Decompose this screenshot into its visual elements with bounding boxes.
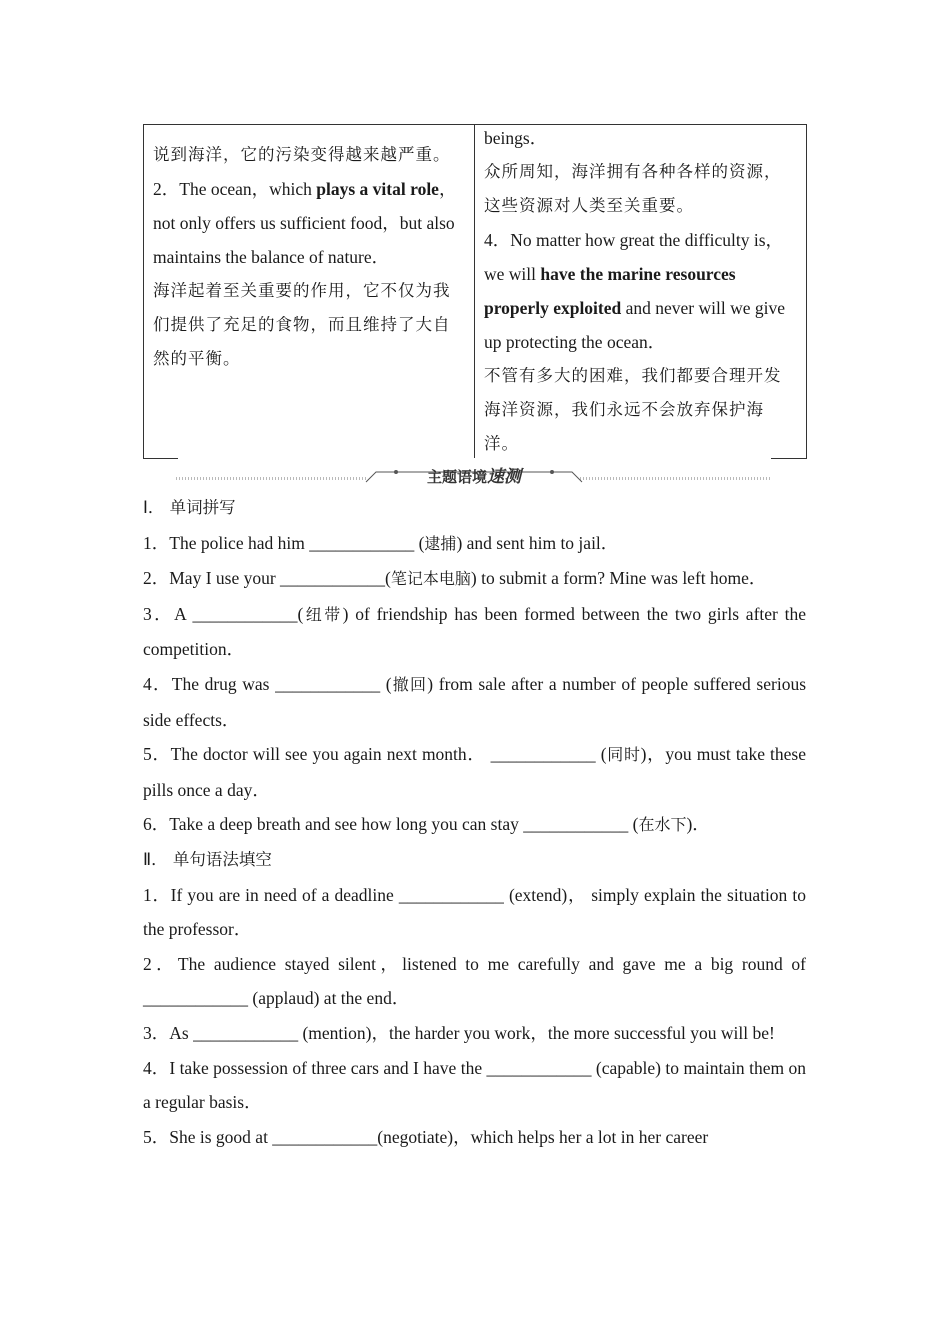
s1-question-6 — [143, 807, 806, 843]
question-number: 1． — [143, 884, 171, 905]
section-banner — [176, 460, 772, 487]
example-2 — [153, 172, 463, 274]
chinese-hint: 纽带 — [303, 604, 343, 624]
section-2-heading: Ⅱ． 单句语法填空 — [143, 849, 272, 869]
s2-question-3 — [143, 1016, 806, 1051]
question-text: If you are in need of a deadline ____________ (extend)， simply explain the situation to the professor． — [143, 884, 807, 940]
question-text: I take possession of three cars and I have the ____________ (capable) to maintain them on a regular basis． — [143, 1057, 806, 1113]
example-4 — [484, 223, 796, 359]
question-text-before: A ____________( — [174, 603, 304, 624]
question-text-after: )． — [686, 814, 710, 835]
question-text-before: The drug was ____________ ( — [171, 673, 392, 694]
s2-question-4 — [143, 1051, 806, 1120]
chinese-hint: 在水下 — [638, 815, 687, 835]
question-text-after: )，you must take these pills once a day． — [143, 744, 806, 800]
example-4-keyphrase: have the marine resources properly exploited — [484, 264, 736, 318]
section-1-heading: Ⅰ． 单词拼写 — [143, 498, 236, 517]
translation-4: 不管有多大的困难，我们都要合理开发海洋资源，我们永远不会放弃保护海洋。 — [484, 366, 782, 453]
chinese-hint: 同时 — [606, 745, 641, 765]
s1-question-2 — [143, 561, 806, 597]
banner-rule-left — [176, 477, 368, 480]
s2-question-5 — [143, 1120, 806, 1155]
question-text-before: May I use your ____________( — [169, 568, 391, 589]
question-text-after: ) of friendship has been formed between the two girls after the competition． — [143, 603, 807, 660]
question-number: 3． — [143, 603, 175, 624]
question-text: She is good at ____________(negotiate)，which helps her a lot in her career — [169, 1126, 709, 1147]
banner-title — [364, 462, 584, 487]
banner-title-emphasis: 速测 — [487, 467, 521, 487]
question-text-before: The police had him ____________ ( — [169, 532, 425, 553]
example-4-number: 4． — [484, 230, 511, 250]
column-divider — [474, 124, 475, 458]
question-text-after: ) and sent him to jail． — [456, 532, 619, 553]
example-4-text-b: and never will we give up protecting the ocean． — [484, 298, 786, 352]
example-2-text-a: The ocean，which — [179, 179, 317, 199]
s1-question-4 — [143, 667, 806, 737]
s1-question-3 — [143, 597, 806, 667]
example-2-number: 2． — [153, 179, 180, 199]
example-2-text-b: ，not only offers us sufficient food，but also maintains the balance of nature． — [153, 179, 457, 267]
question-number: 1． — [143, 532, 170, 553]
question-text: As ____________ (mention)，the harder you work，the more successful you will be! — [169, 1022, 775, 1043]
table-bottom-left-edge — [143, 458, 178, 459]
question-number: 6． — [143, 814, 170, 835]
question-number: 3． — [143, 1022, 170, 1043]
banner-rule-right — [580, 477, 772, 480]
chinese-hint: 笔记本电脑 — [390, 569, 471, 589]
chinese-hint: 撤回 — [391, 674, 428, 694]
example-2-keyphrase: plays a vital role — [316, 179, 439, 199]
question-number: 2． — [143, 953, 178, 974]
question-number: 4． — [143, 1057, 170, 1078]
banner-title-main: 主题语境 — [426, 468, 487, 486]
exercise-content — [143, 491, 806, 1154]
question-text-before: The doctor will see you again next month． ____________ ( — [170, 744, 607, 765]
question-text-after: ) to submit a form? Mine was left home． — [470, 568, 767, 589]
translation-2: 海洋起着至关重要的作用，它不仅为我们提供了充足的食物，而且维持了大自然的平衡。 — [153, 281, 451, 368]
table-left-column — [153, 138, 463, 376]
translation-1: 说到海洋，它的污染变得越来越严重。 — [153, 145, 451, 164]
example-sentence-table — [143, 124, 807, 460]
s2-question-1 — [143, 878, 806, 947]
question-number: 5． — [143, 1126, 170, 1147]
s2-question-2 — [143, 947, 806, 1016]
s1-question-1 — [143, 526, 806, 562]
question-number: 5． — [143, 744, 171, 765]
example-3-continuation: beings． — [484, 128, 548, 148]
table-right-column — [484, 121, 796, 461]
chinese-hint: 逮捕 — [424, 533, 457, 553]
banner-tab — [364, 463, 584, 487]
question-number: 4． — [143, 673, 172, 694]
translation-3: 众所周知，海洋拥有各种各样的资源，这些资源对人类至关重要。 — [484, 162, 782, 215]
question-number: 2． — [143, 568, 170, 589]
question-text-after: ) from sale after a number of people suffered serious side effects． — [143, 673, 807, 730]
s1-question-5 — [143, 737, 806, 807]
question-text-before: Take a deep breath and see how long you can stay ____________ ( — [169, 814, 639, 835]
example-4-text-a: No matter how great the difficulty is，we will — [484, 230, 784, 284]
question-text: The audience stayed silent，listened to me carefully and gave me a big round of ____________ (applaud) at the end． — [143, 953, 806, 1009]
